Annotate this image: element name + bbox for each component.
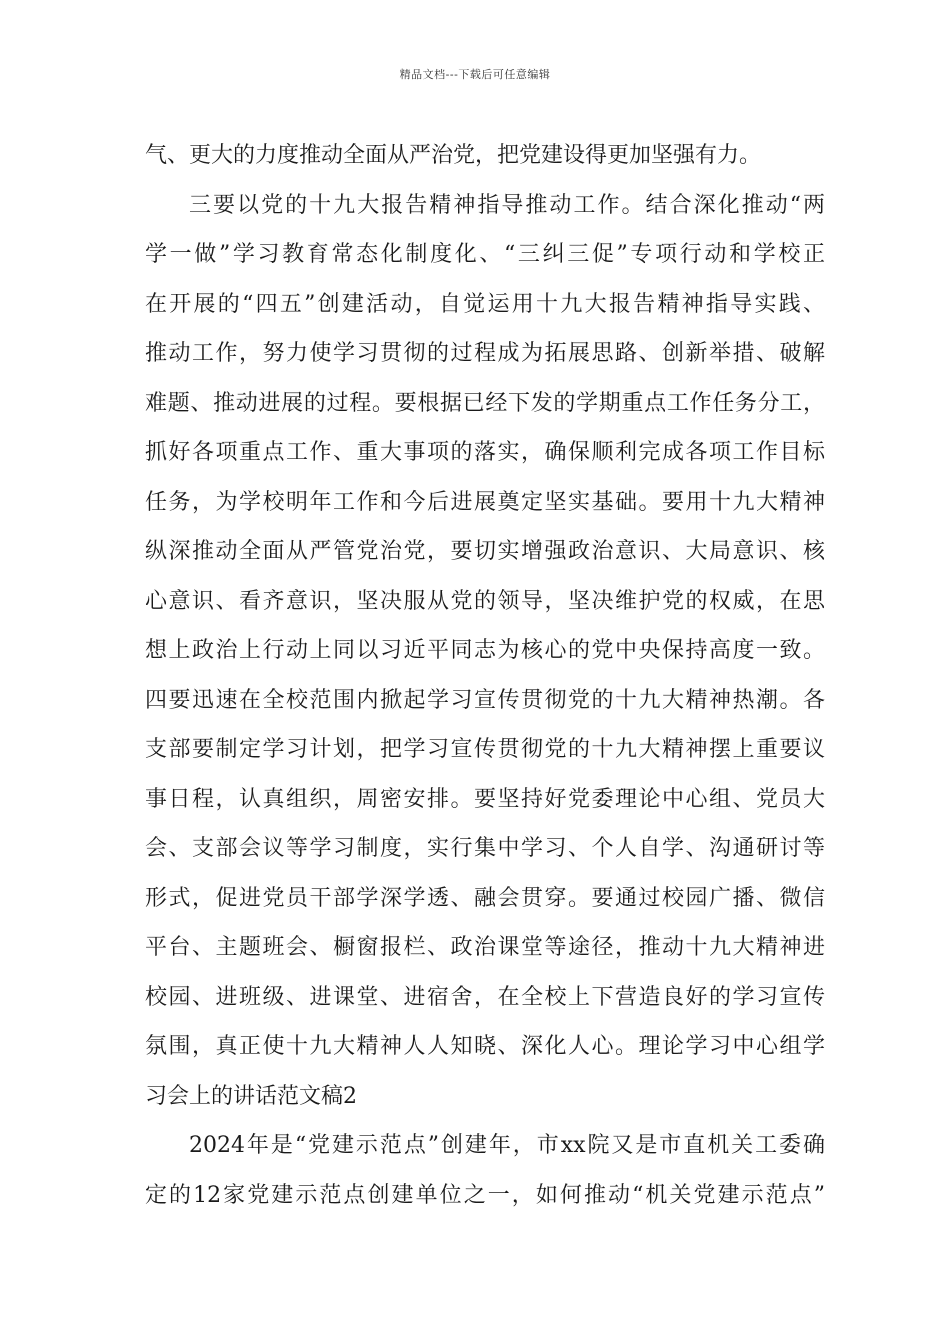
- text-line: 氛围，真正使十九大精神人人知晓、深化人心。理论学习中心组学: [145, 1034, 825, 1059]
- text-line: 平台、主题班会、橱窗报栏、政治课堂等途径，推动十九大精神进: [145, 935, 825, 960]
- text-line: 推动工作，努力使学习贯彻的过程成为拓展思路、创新举措、破解: [145, 341, 825, 366]
- text-line: 支部要制定学习计划，把学习宣传贯彻党的十九大精神摆上重要议: [145, 737, 825, 762]
- text-line: 心意识、看齐意识，坚决服从党的领导，坚决维护党的权威，在思: [145, 588, 825, 614]
- text-line: 2024年是“党建示范点”创建年，市xx院又是市直机关工委确: [189, 1133, 825, 1158]
- text-line: 校园、进班级、进课堂、进宿舍，在全校上下营造良好的学习宣传: [145, 984, 825, 1010]
- text-line: 纵深推动全面从严管党治党，要切实增强政治意识、大局意识、核: [145, 539, 825, 564]
- text-line: 会、支部会议等学习制度，实行集中学习、个人自学、沟通研讨等: [145, 836, 825, 861]
- page-header: 精品文档---下载后可任意编辑: [399, 68, 551, 81]
- text-line: 四要迅速在全校范围内掀起学习宣传贯彻党的十九大精神热潮。各: [145, 687, 825, 713]
- text-line: 习会上的讲话范文稿2: [145, 1083, 357, 1109]
- text-line: 定的12家党建示范点创建单位之一，如何推动“机关党建示范点”: [145, 1182, 825, 1208]
- text-line: 在开展的“四五”创建活动，自觉运用十九大报告精神指导实践、: [145, 291, 825, 317]
- text-line: 难题、推动进展的过程。要根据已经下发的学期重点工作任务分工，: [145, 390, 825, 416]
- text-line: 任务，为学校明年工作和今后进展奠定坚实基础。要用十九大精神: [145, 489, 825, 515]
- body-text: [145, 131, 825, 1220]
- text-line: 三要以党的十九大报告精神指导推动工作。结合深化推动“两: [189, 192, 825, 218]
- text-line: 想上政治上行动上同以习近平同志为核心的党中央保持高度一致。: [145, 638, 825, 663]
- text-line: 抓好各项重点工作、重大事项的落实，确保顺利完成各项工作目标: [145, 440, 825, 465]
- text-line: 气、更大的力度推动全面从严治党，把党建设得更加坚强有力。: [145, 143, 762, 168]
- text-line: 学一做”学习教育常态化制度化、“三纠三促”专项行动和学校正: [145, 242, 825, 267]
- text-line: 事日程，认真组织，周密安排。要坚持好党委理论中心组、党员大: [145, 786, 825, 812]
- text-line: 形式，促进党员干部学深学透、融会贯穿。要通过校园广播、微信: [145, 885, 825, 911]
